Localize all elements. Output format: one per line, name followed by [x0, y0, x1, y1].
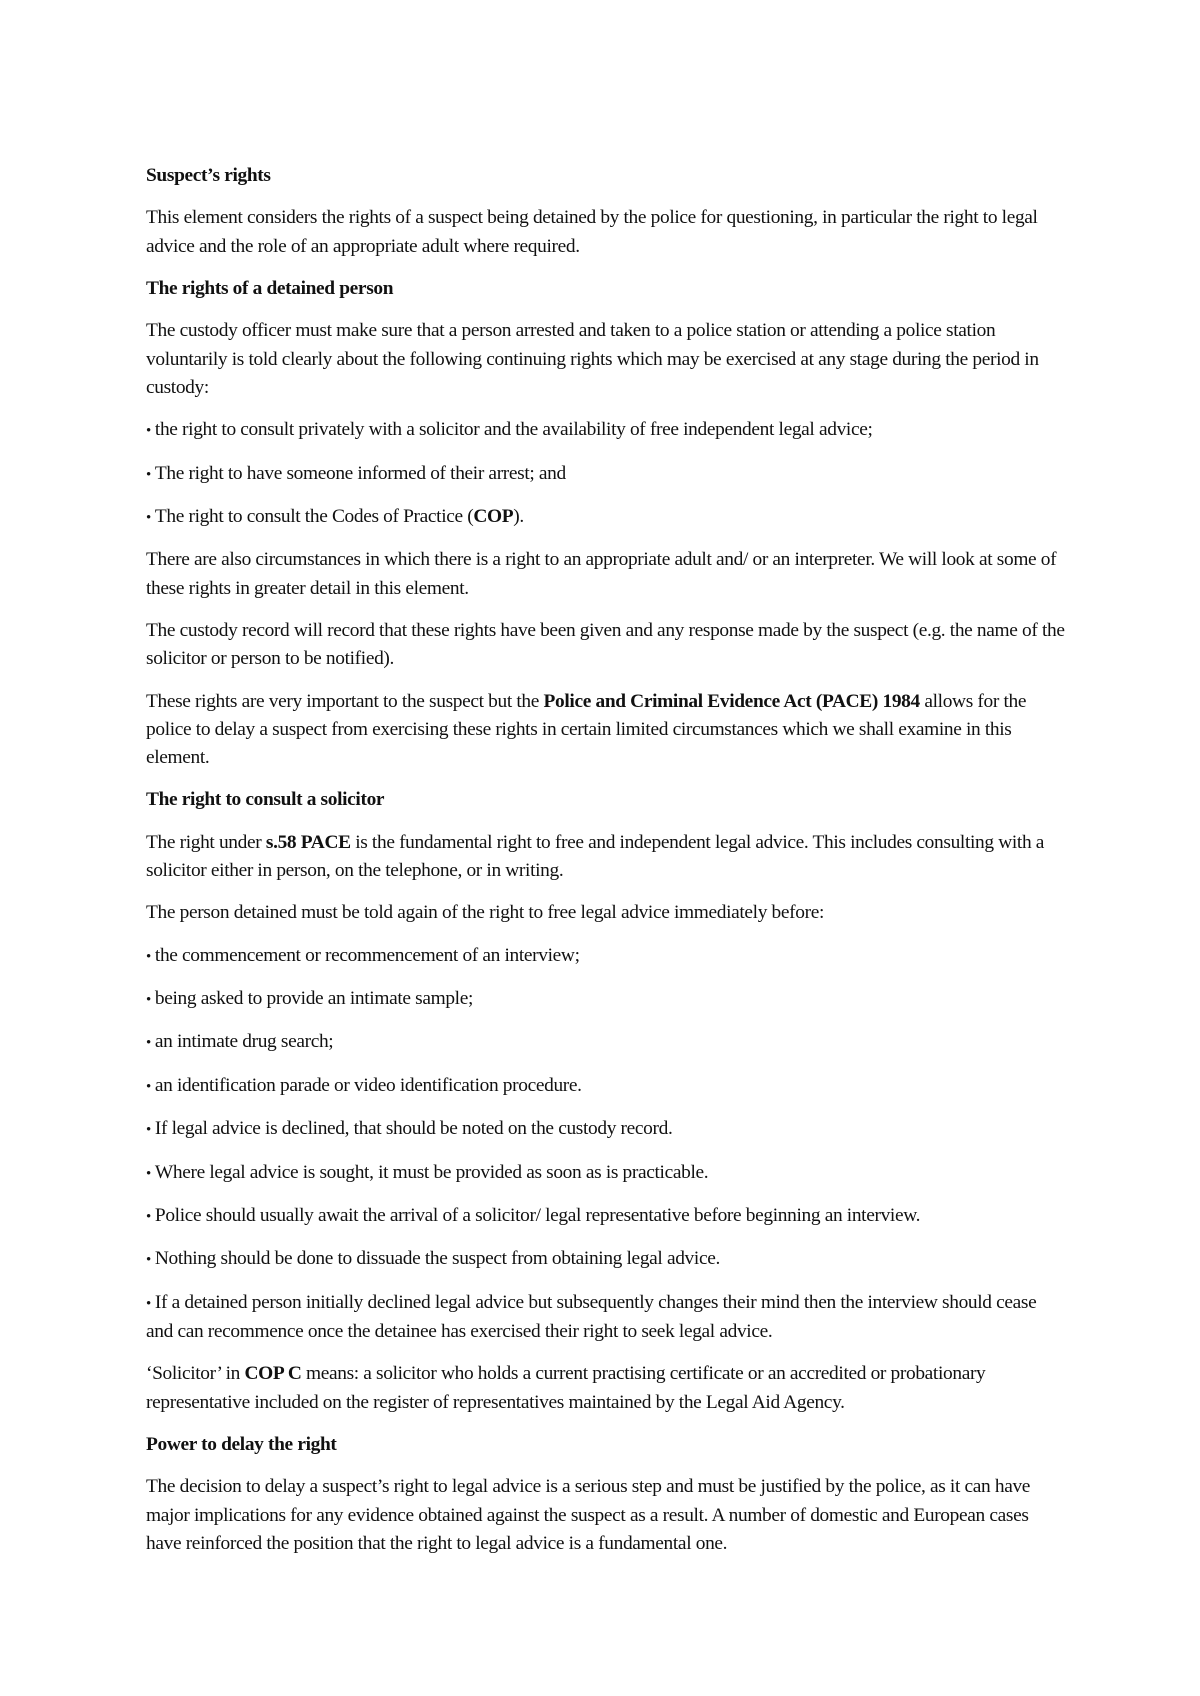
list-item	[146, 1159, 1066, 1188]
list-item	[146, 942, 1066, 971]
list-item	[146, 1202, 1066, 1231]
list-item-text: the right to consult privately with a solicitor and the availability of free independent legal advice;	[154, 419, 873, 441]
list-item-text: being asked to provide an intimate sample;	[154, 988, 473, 1010]
list-item-text: Nothing should be done to dissuade the suspect from obtaining legal advice.	[154, 1248, 720, 1270]
paragraph-told-again: The person detained must be told again of the right to free legal advice immediately before:	[146, 902, 824, 924]
paragraph-text: is the fundamental right to free and independent legal advice. This includes consulting with a solicitor either in person, on the telephone, or in writing.	[146, 831, 1045, 881]
paragraph-text: allows for the police to delay a suspect from exercising these rights in certain limited circumstances which we shall examine in this element.	[146, 690, 1027, 768]
list-item	[146, 460, 1066, 489]
list-item	[146, 416, 1066, 445]
bullet-icon: •	[146, 1035, 151, 1052]
paragraph-custody-record: The custody record will record that these rights have been given and any response made by the suspect (e.g. the name of the solicitor or person to be notified).	[146, 619, 1065, 670]
list-item-text: ).	[513, 505, 524, 527]
paragraph-intro: This element considers the rights of a suspect being detained by the police for questioning, in particular the right to legal advice and the role of an appropriate adult where required.	[146, 207, 1038, 257]
list-item-text: Police should usually await the arrival of a solicitor/ legal representative before beginning an interview.	[154, 1205, 921, 1227]
paragraph-text: means: a solicitor who holds a current practising certificate or an accredited or probationary representative included on the register of representatives maintained by the Legal Aid Agency.	[146, 1363, 986, 1413]
list-item-text: If a detained person initially declined legal advice but subsequently changes their mind then the interview should cease and can recommence once the detainee has exercised their right to seek legal advice.	[146, 1291, 1037, 1343]
bullet-icon: •	[146, 1165, 151, 1182]
paragraph-text: ‘Solicitor’ in	[146, 1363, 245, 1385]
heading-suspects-rights: Suspect’s rights	[146, 165, 271, 186]
paragraph-s58	[146, 829, 1066, 885]
bullet-icon: •	[146, 948, 151, 965]
bullet-icon: •	[146, 992, 151, 1009]
paragraph-bold: s.58 PACE	[265, 831, 351, 853]
list-item-text: The right to consult the Codes of Practice (	[154, 505, 474, 527]
heading-power-to-delay: Power to delay the right	[146, 1434, 337, 1456]
bullet-icon: •	[146, 1078, 151, 1095]
paragraph-custody-officer: The custody officer must make sure that a person arrested and taken to a police station or attending a police station voluntarily is told clearly about the following continuing rights which may be exercised at any stage during the period in custody:	[146, 320, 1039, 398]
list-item-text: Where legal advice is sought, it must be provided as soon as is practicable.	[154, 1161, 709, 1183]
list-item	[146, 1289, 1066, 1346]
bullet-icon: •	[146, 1209, 151, 1226]
list-item	[146, 1245, 1066, 1274]
bullet-icon: •	[146, 1295, 151, 1312]
list-item-text: an intimate drug search;	[154, 1031, 334, 1053]
list-item	[146, 985, 1066, 1014]
paragraph-solicitor-definition	[146, 1360, 1066, 1416]
paragraph-circumstances: There are also circumstances in which there is a right to an appropriate adult and/ or an interpreter. We will look at some of these rights in greater detail in this element.	[146, 549, 1057, 599]
bullet-icon: •	[146, 509, 151, 526]
bullet-icon: •	[146, 423, 151, 440]
list-item	[146, 1115, 1066, 1144]
paragraph-bold: COP C	[244, 1363, 302, 1385]
paragraph-text: These rights are very important to the suspect but the	[146, 690, 544, 712]
paragraph-bold: Police and Criminal Evidence Act (PACE) 1984	[543, 690, 920, 712]
heading-right-to-consult-solicitor: The right to consult a solicitor	[146, 789, 385, 811]
list-item-text: an identification parade or video identification procedure.	[154, 1074, 582, 1096]
paragraph-text: The right under	[146, 831, 266, 853]
document-page	[146, 162, 1066, 1572]
bullet-list	[146, 942, 1066, 1347]
list-item	[146, 1072, 1066, 1101]
paragraph-delay-decision: The decision to delay a suspect’s right to legal advice is a serious step and must be justified by the police, as it can have major implications for any evidence obtained against the suspect as a result. A number of domestic and European cases have reinforced the position that the right to legal advice is a fundamental one.	[146, 1476, 1031, 1554]
list-item-text: the commencement or recommencement of an interview;	[154, 944, 580, 966]
bullet-icon: •	[146, 1252, 151, 1269]
paragraph-pace-delay	[146, 688, 1066, 773]
list-item-text: If legal advice is declined, that should be noted on the custody record.	[154, 1118, 673, 1140]
list-item-text: The right to have someone informed of their arrest; and	[154, 462, 566, 484]
list-item-bold: COP	[473, 505, 514, 527]
list-item	[146, 1028, 1066, 1057]
bullet-icon: •	[146, 1122, 151, 1139]
list-item	[146, 503, 1066, 532]
heading-rights-of-detained-person: The rights of a detained person	[146, 277, 394, 299]
bullet-icon: •	[146, 466, 151, 483]
